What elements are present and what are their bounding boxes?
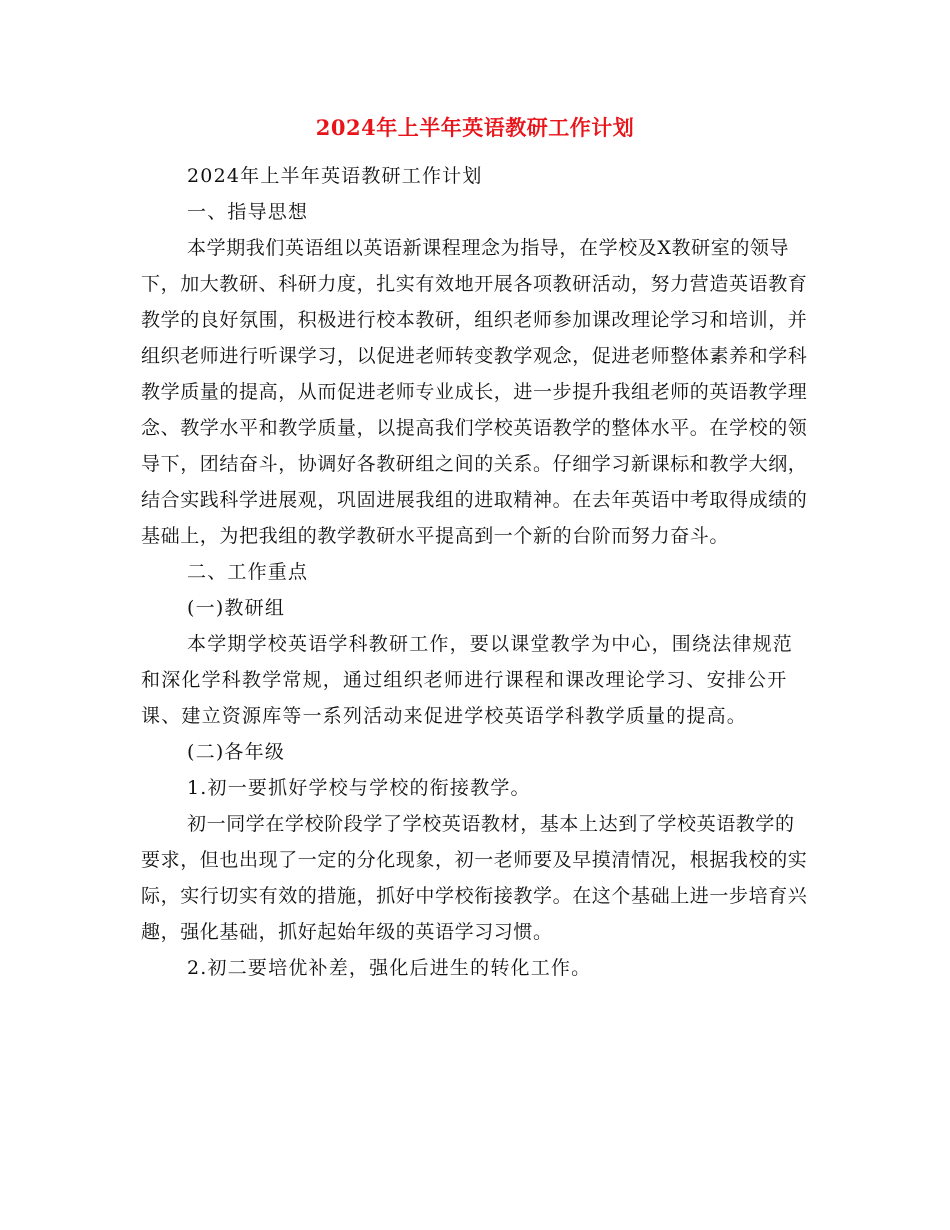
document-title: 2024年上半年英语教研工作计划 xyxy=(315,115,635,140)
section-heading-guiding-thought: 一、指导思想 xyxy=(187,201,309,223)
document-body xyxy=(141,158,811,986)
subtitle-paragraph: 2024年上半年英语教研工作计划 xyxy=(187,165,483,187)
body-paragraph: 本学期学校英语学科教研工作，要以课堂教学为中心，围绕法律规范和深化学科教学常规，通过组织老师进行课程和课改理论学习、安排公开课、建立资源库等一系列活动来促进学校英语学科教学质量的提高。 xyxy=(141,633,794,727)
subsection-heading-grades: (二)各年级 xyxy=(187,741,286,763)
section-heading-work-focus: 二、工作重点 xyxy=(187,561,309,583)
list-item-grade-two: 2.初二要培优补差，强化后进生的转化工作。 xyxy=(187,957,592,979)
list-item-grade-one: 1.初一要抓好学校与学校的衔接教学。 xyxy=(187,777,531,799)
body-paragraph: 本学期我们英语组以英语新课程理念为指导，在学校及X教研室的领导下，加大教研、科研力度，扎实有效地开展各项教研活动，努力营造英语教育教学的良好氛围，积极进行校本教研，组织老师参加课改理论学习和培训，并组织老师进行听课学习，以促进老师转变教学观念，促进老师整体素养和学科教学质量的提高，从而促进老师专业成长，进一步提升我组老师的英语教学理念、教学水平和教学质量，以提高我们学校英语教学的整体水平。在学校的领导下，团结奋斗，协调好各教研组之间的关系。仔细学习新课标和教学大纲，结合实践科学进展观，巩固进展我组的进取精神。在去年英语中考取得成绩的基础上，为把我组的教学教研水平提高到一个新的台阶而努力奋斗。 xyxy=(141,237,808,547)
body-paragraph: 初一同学在学校阶段学了学校英语教材，基本上达到了学校英语教学的要求，但也出现了一定的分化现象，初一老师要及早摸清情况，根据我校的实际，实行切实有效的措施，抓好中学校衔接教学。在这个基础上进一步培育兴趣，强化基础，抓好起始年级的英语学习习惯。 xyxy=(141,813,808,943)
subsection-heading-research-group: (一)教研组 xyxy=(187,597,286,619)
